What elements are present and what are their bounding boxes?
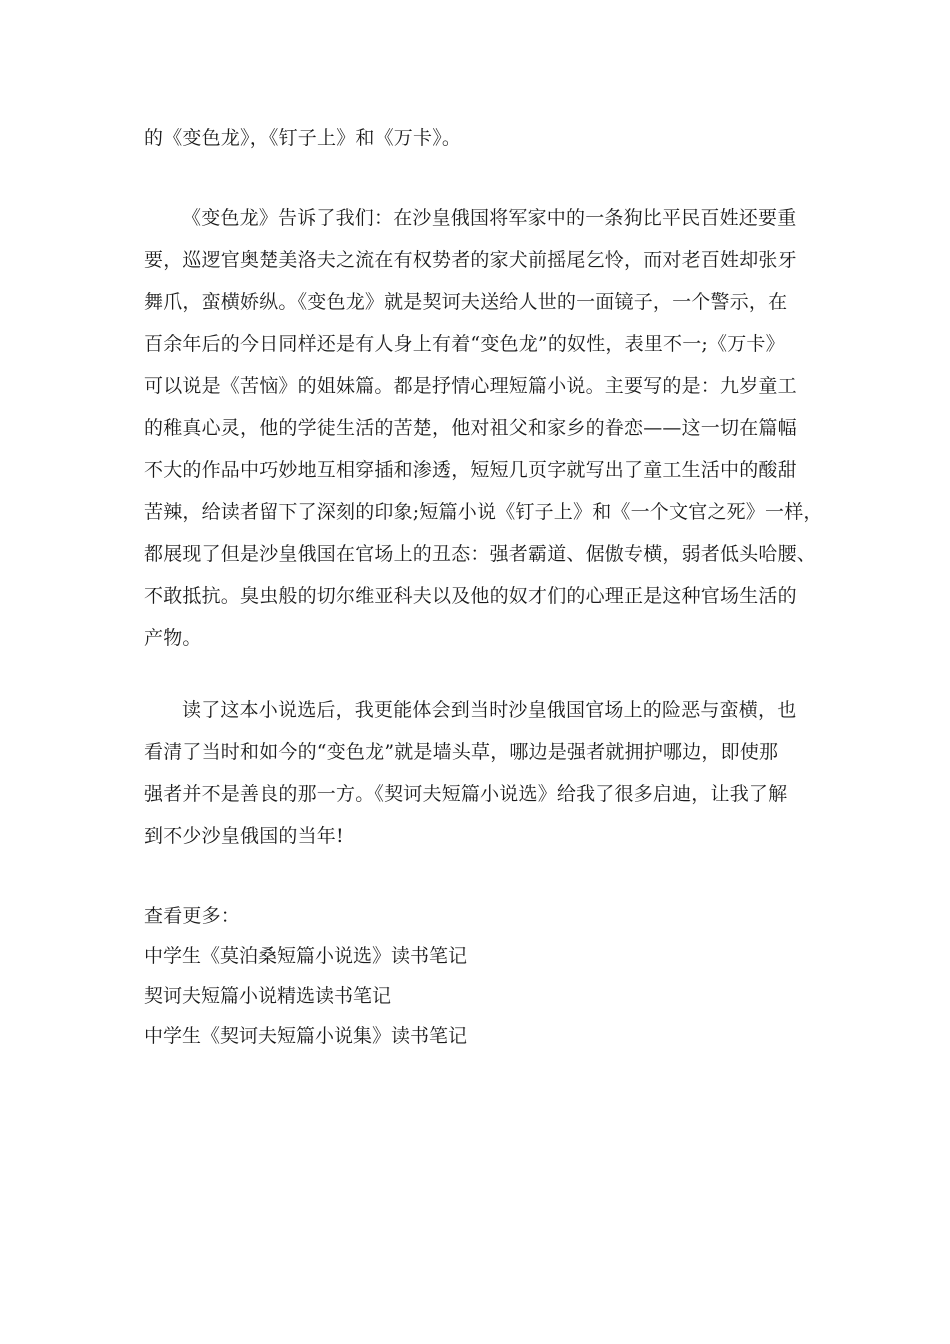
paragraph-line: 舞爪，蛮横娇纵。《变色龙》就是契诃夫送给人世的一面镜子，一个警示，在	[144, 291, 788, 313]
paragraph-line: 到不少沙皇俄国的当年!	[144, 825, 344, 847]
paragraph-line: 读了这本小说选后，我更能体会到当时沙皇俄国官场上的险恶与蛮横，也	[182, 699, 797, 721]
paragraph-line: 的稚真心灵，他的学徒生活的苦楚，他对祖父和家乡的眷恋——这一切在篇幅	[144, 417, 797, 439]
see-more-link[interactable]: 契诃夫短篇小说精选读书笔记	[144, 985, 392, 1007]
paragraph-line: 百余年后的今日同样还是有人身上有着“变色龙”的奴性，表里不一;《万卡》	[144, 333, 785, 355]
paragraph-line: 看清了当时和如今的“变色龙”就是墙头草，哪边是强者就拥护哪边，即使那	[144, 741, 779, 763]
intro-line: 的《变色龙》，《钉子上》和《万卡》。	[144, 127, 462, 149]
paragraph-line: 强者并不是善良的那一方。《契诃夫短篇小说选》给我了很多启迪，让我了解	[144, 783, 788, 805]
see-more-label: 查看更多：	[144, 905, 241, 927]
paragraph-line: 要，巡逻官奥楚美洛夫之流在有权势者的家犬前摇尾乞怜，而对老百姓却张牙	[144, 249, 797, 271]
paragraph-line: 不敢抵抗。臭虫般的切尔维亚科夫以及他的奴才们的心理正是这种官场生活的	[144, 585, 797, 607]
paragraph-line: 产物。	[144, 627, 202, 649]
paragraph-line: 都展现了但是沙皇俄国在官场上的丑态：强者霸道、倨傲专横，弱者低头哈腰、	[144, 543, 817, 565]
see-more-link[interactable]: 中学生《莫泊桑短篇小说选》读书笔记	[144, 945, 468, 967]
see-more-link[interactable]: 中学生《契诃夫短篇小说集》读书笔记	[144, 1025, 468, 1047]
paragraph-line: 不大的作品中巧妙地互相穿插和渗透，短短几页字就写出了童工生活中的酸甜	[144, 459, 797, 481]
paragraph-line: 苦辣，给读者留下了深刻的印象;短篇小说《钉子上》和《一个文官之死》一样，	[144, 501, 823, 523]
paragraph-line: 《变色龙》告诉了我们：在沙皇俄国将军家中的一条狗比平民百姓还要重	[182, 207, 797, 229]
paragraph-line: 可以说是《苦恼》的姐妹篇。都是抒情心理短篇小说。主要写的是：九岁童工	[144, 375, 797, 397]
